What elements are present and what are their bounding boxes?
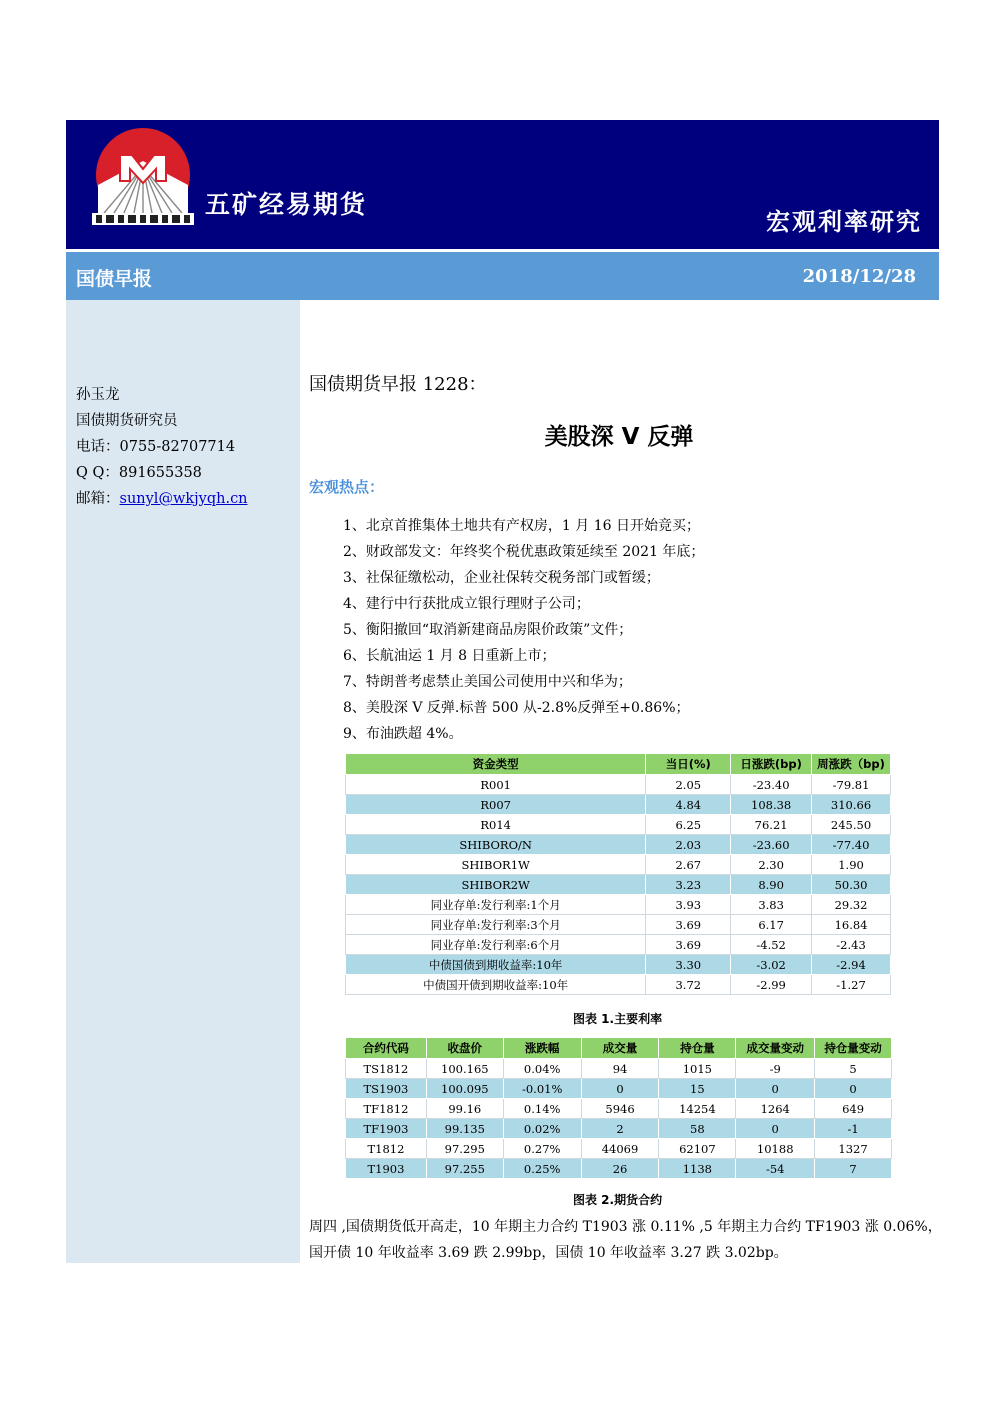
table-cell: 3.69 xyxy=(646,915,731,935)
table-cell: 1138 xyxy=(659,1159,736,1179)
author-info xyxy=(76,382,248,512)
table-cell: TF1903 xyxy=(346,1119,427,1139)
table-row xyxy=(346,915,891,935)
rates-table xyxy=(345,753,891,995)
table-cell: 0.02% xyxy=(503,1119,581,1139)
column-header: 资金类型 xyxy=(346,754,646,775)
table-row xyxy=(346,935,891,955)
table-cell: 5 xyxy=(815,1059,892,1079)
author-phone: 电话：0755-82707714 xyxy=(76,439,236,455)
table-cell: TS1903 xyxy=(346,1079,427,1099)
table-cell: TS1812 xyxy=(346,1059,427,1079)
table-cell: 14254 xyxy=(659,1099,736,1119)
department-name: 宏观利率研究 xyxy=(766,208,922,236)
table-cell: 3.30 xyxy=(646,955,731,975)
table-row xyxy=(346,875,891,895)
table-cell: -77.40 xyxy=(812,835,891,855)
table-cell: -4.52 xyxy=(731,935,812,955)
table-cell: 16.84 xyxy=(812,915,891,935)
column-header: 涨跌幅 xyxy=(503,1038,581,1059)
table-cell: 310.66 xyxy=(812,795,891,815)
table-cell: 0 xyxy=(736,1119,815,1139)
news-item: 5、衡阳撤回“取消新建商品房限价政策”文件； xyxy=(343,622,633,638)
column-header: 持仓量 xyxy=(659,1038,736,1059)
news-item: 9、布油跌超 4%。 xyxy=(343,726,463,742)
report-title: 国债期货早报 1228： xyxy=(309,374,487,395)
table-row xyxy=(346,975,891,995)
table-cell: -0.01% xyxy=(503,1079,581,1099)
author-email-row xyxy=(76,486,248,512)
table-row xyxy=(346,955,891,975)
table-cell: 2.67 xyxy=(646,855,731,875)
news-item: 3、社保征缴松动，企业社保转交税务部门或暂缓； xyxy=(343,570,660,586)
table-cell: 0.14% xyxy=(503,1099,581,1119)
company-name: 五矿经易期货 xyxy=(205,190,368,219)
table-cell: R007 xyxy=(346,795,646,815)
news-item: 4、建行中行获批成立银行理财子公司； xyxy=(343,596,590,612)
table-row xyxy=(346,795,891,815)
email-link[interactable]: sunyl@wkjyqh.cn xyxy=(119,491,248,507)
table-row xyxy=(346,835,891,855)
table-cell: 58 xyxy=(659,1119,736,1139)
company-logo xyxy=(90,127,196,227)
table-cell: 1327 xyxy=(815,1139,892,1159)
table-cell: -23.40 xyxy=(731,775,812,795)
table-cell: 50.30 xyxy=(812,875,891,895)
column-header: 合约代码 xyxy=(346,1038,427,1059)
table-row xyxy=(346,815,891,835)
table-cell: 0 xyxy=(581,1079,659,1099)
table-row xyxy=(346,1159,892,1179)
table-cell: 同业存单:发行利率:6个月 xyxy=(346,935,646,955)
table-row xyxy=(346,1119,892,1139)
table-cell: 3.93 xyxy=(646,895,731,915)
table-cell: 1015 xyxy=(659,1059,736,1079)
table-cell: T1903 xyxy=(346,1159,427,1179)
table-cell: 0.25% xyxy=(503,1159,581,1179)
table-cell: 76.21 xyxy=(731,815,812,835)
table-cell: -2.94 xyxy=(812,955,891,975)
table-cell: -1.27 xyxy=(812,975,891,995)
email-label: 邮箱： xyxy=(76,491,120,507)
table-cell: 94 xyxy=(581,1059,659,1079)
table-cell: 10188 xyxy=(736,1139,815,1159)
table-cell: 3.23 xyxy=(646,875,731,895)
futures-table-caption: 图表 2.期货合约 xyxy=(573,1193,663,1207)
table-cell: 同业存单:发行利率:3个月 xyxy=(346,915,646,935)
table-cell: 1.90 xyxy=(812,855,891,875)
futures-table xyxy=(345,1037,892,1179)
table-cell: -3.02 xyxy=(731,955,812,975)
table-cell: -2.99 xyxy=(731,975,812,995)
table-cell: 6.17 xyxy=(731,915,812,935)
table-cell: 7 xyxy=(815,1159,892,1179)
column-header: 成交量变动 xyxy=(736,1038,815,1059)
table-cell: 4.84 xyxy=(646,795,731,815)
table-cell: 同业存单:发行利率:1个月 xyxy=(346,895,646,915)
table-row xyxy=(346,1139,892,1159)
news-item: 1、北京首推集体土地共有产权房，1 月 16 日开始竞买； xyxy=(343,518,700,534)
table-cell: 100.095 xyxy=(426,1079,503,1099)
column-header: 持仓量变动 xyxy=(815,1038,892,1059)
news-item: 6、长航油运 1 月 8 日重新上市； xyxy=(343,648,556,664)
table-cell: 0 xyxy=(736,1079,815,1099)
table-row xyxy=(346,855,891,875)
table-cell: 26 xyxy=(581,1159,659,1179)
column-header: 成交量 xyxy=(581,1038,659,1059)
table-cell: 108.38 xyxy=(731,795,812,815)
table-row xyxy=(346,775,891,795)
news-item: 7、特朗普考虑禁止美国公司使用中兴和华为； xyxy=(343,674,632,690)
table-cell: 2.03 xyxy=(646,835,731,855)
table-cell: 0.27% xyxy=(503,1139,581,1159)
table-cell: 2 xyxy=(581,1119,659,1139)
table-cell: T1812 xyxy=(346,1139,427,1159)
report-type: 国债早报 xyxy=(76,268,153,290)
table-cell: 3.72 xyxy=(646,975,731,995)
table-cell: R014 xyxy=(346,815,646,835)
table-cell: 6.25 xyxy=(646,815,731,835)
table-cell: 0.04% xyxy=(503,1059,581,1079)
table-cell: -2.43 xyxy=(812,935,891,955)
table-cell: 3.83 xyxy=(731,895,812,915)
news-item: 8、美股深 V 反弹.标普 500 从-2.8%反弹至+0.86%； xyxy=(343,700,690,716)
table-cell: 0 xyxy=(815,1079,892,1099)
column-header: 当日(%) xyxy=(646,754,731,775)
table-cell: 649 xyxy=(815,1099,892,1119)
table-cell: -54 xyxy=(736,1159,815,1179)
column-header: 收盘价 xyxy=(426,1038,503,1059)
author-name: 孙玉龙 xyxy=(76,387,120,403)
table-cell: 29.32 xyxy=(812,895,891,915)
table-cell: -79.81 xyxy=(812,775,891,795)
table-header-row xyxy=(346,1038,892,1059)
column-header: 日涨跌(bp) xyxy=(731,754,812,775)
author-qq: Q Q：891655358 xyxy=(76,465,202,481)
market-summary: 周四 ,国债期货低开高走，10 年期主力合约 T1903 涨 0.11% ,5 年期主力合约 TF1903 涨 0.06%，国开债 10 年收益率 3.69 跌 2.99bp，国债 10 年收益率 3.27 跌 3.02bp。 xyxy=(309,1219,942,1261)
table-cell: 2.05 xyxy=(646,775,731,795)
news-item: 2、财政部发文：年终奖个税优惠政策延续至 2021 年底； xyxy=(343,544,705,560)
table-cell: 3.69 xyxy=(646,935,731,955)
report-date: 2018/12/28 xyxy=(802,266,916,287)
table-cell: 中债国开债到期收益率:10年 xyxy=(346,975,646,995)
report-headline: 美股深 V 反弹 xyxy=(544,424,694,450)
rates-table-caption: 图表 1.主要利率 xyxy=(573,1012,663,1026)
table-row xyxy=(346,1099,892,1119)
table-cell: 97.295 xyxy=(426,1139,503,1159)
column-header: 周涨跌（bp) xyxy=(812,754,891,775)
table-cell: 99.16 xyxy=(426,1099,503,1119)
table-header-row xyxy=(346,754,891,775)
table-cell: 99.135 xyxy=(426,1119,503,1139)
table-cell: SHIBOR1W xyxy=(346,855,646,875)
news-list xyxy=(343,513,704,747)
table-cell: -9 xyxy=(736,1059,815,1079)
table-cell: -1 xyxy=(815,1119,892,1139)
table-cell: 44069 xyxy=(581,1139,659,1159)
table-cell: 245.50 xyxy=(812,815,891,835)
table-cell: 15 xyxy=(659,1079,736,1099)
table-cell: 100.165 xyxy=(426,1059,503,1079)
table-cell: SHIBOR2W xyxy=(346,875,646,895)
table-cell: 97.255 xyxy=(426,1159,503,1179)
table-cell: 1264 xyxy=(736,1099,815,1119)
table-cell: 8.90 xyxy=(731,875,812,895)
table-cell: 62107 xyxy=(659,1139,736,1159)
table-cell: 中债国债到期收益率:10年 xyxy=(346,955,646,975)
table-row xyxy=(346,895,891,915)
table-cell: -23.60 xyxy=(731,835,812,855)
table-row xyxy=(346,1059,892,1079)
table-cell: 5946 xyxy=(581,1099,659,1119)
table-cell: 2.30 xyxy=(731,855,812,875)
table-cell: TF1812 xyxy=(346,1099,427,1119)
table-cell: R001 xyxy=(346,775,646,795)
macro-section-title: 宏观热点： xyxy=(309,478,385,496)
table-cell: SHIBORO/N xyxy=(346,835,646,855)
table-row xyxy=(346,1079,892,1099)
author-title: 国债期货研究员 xyxy=(76,413,178,429)
